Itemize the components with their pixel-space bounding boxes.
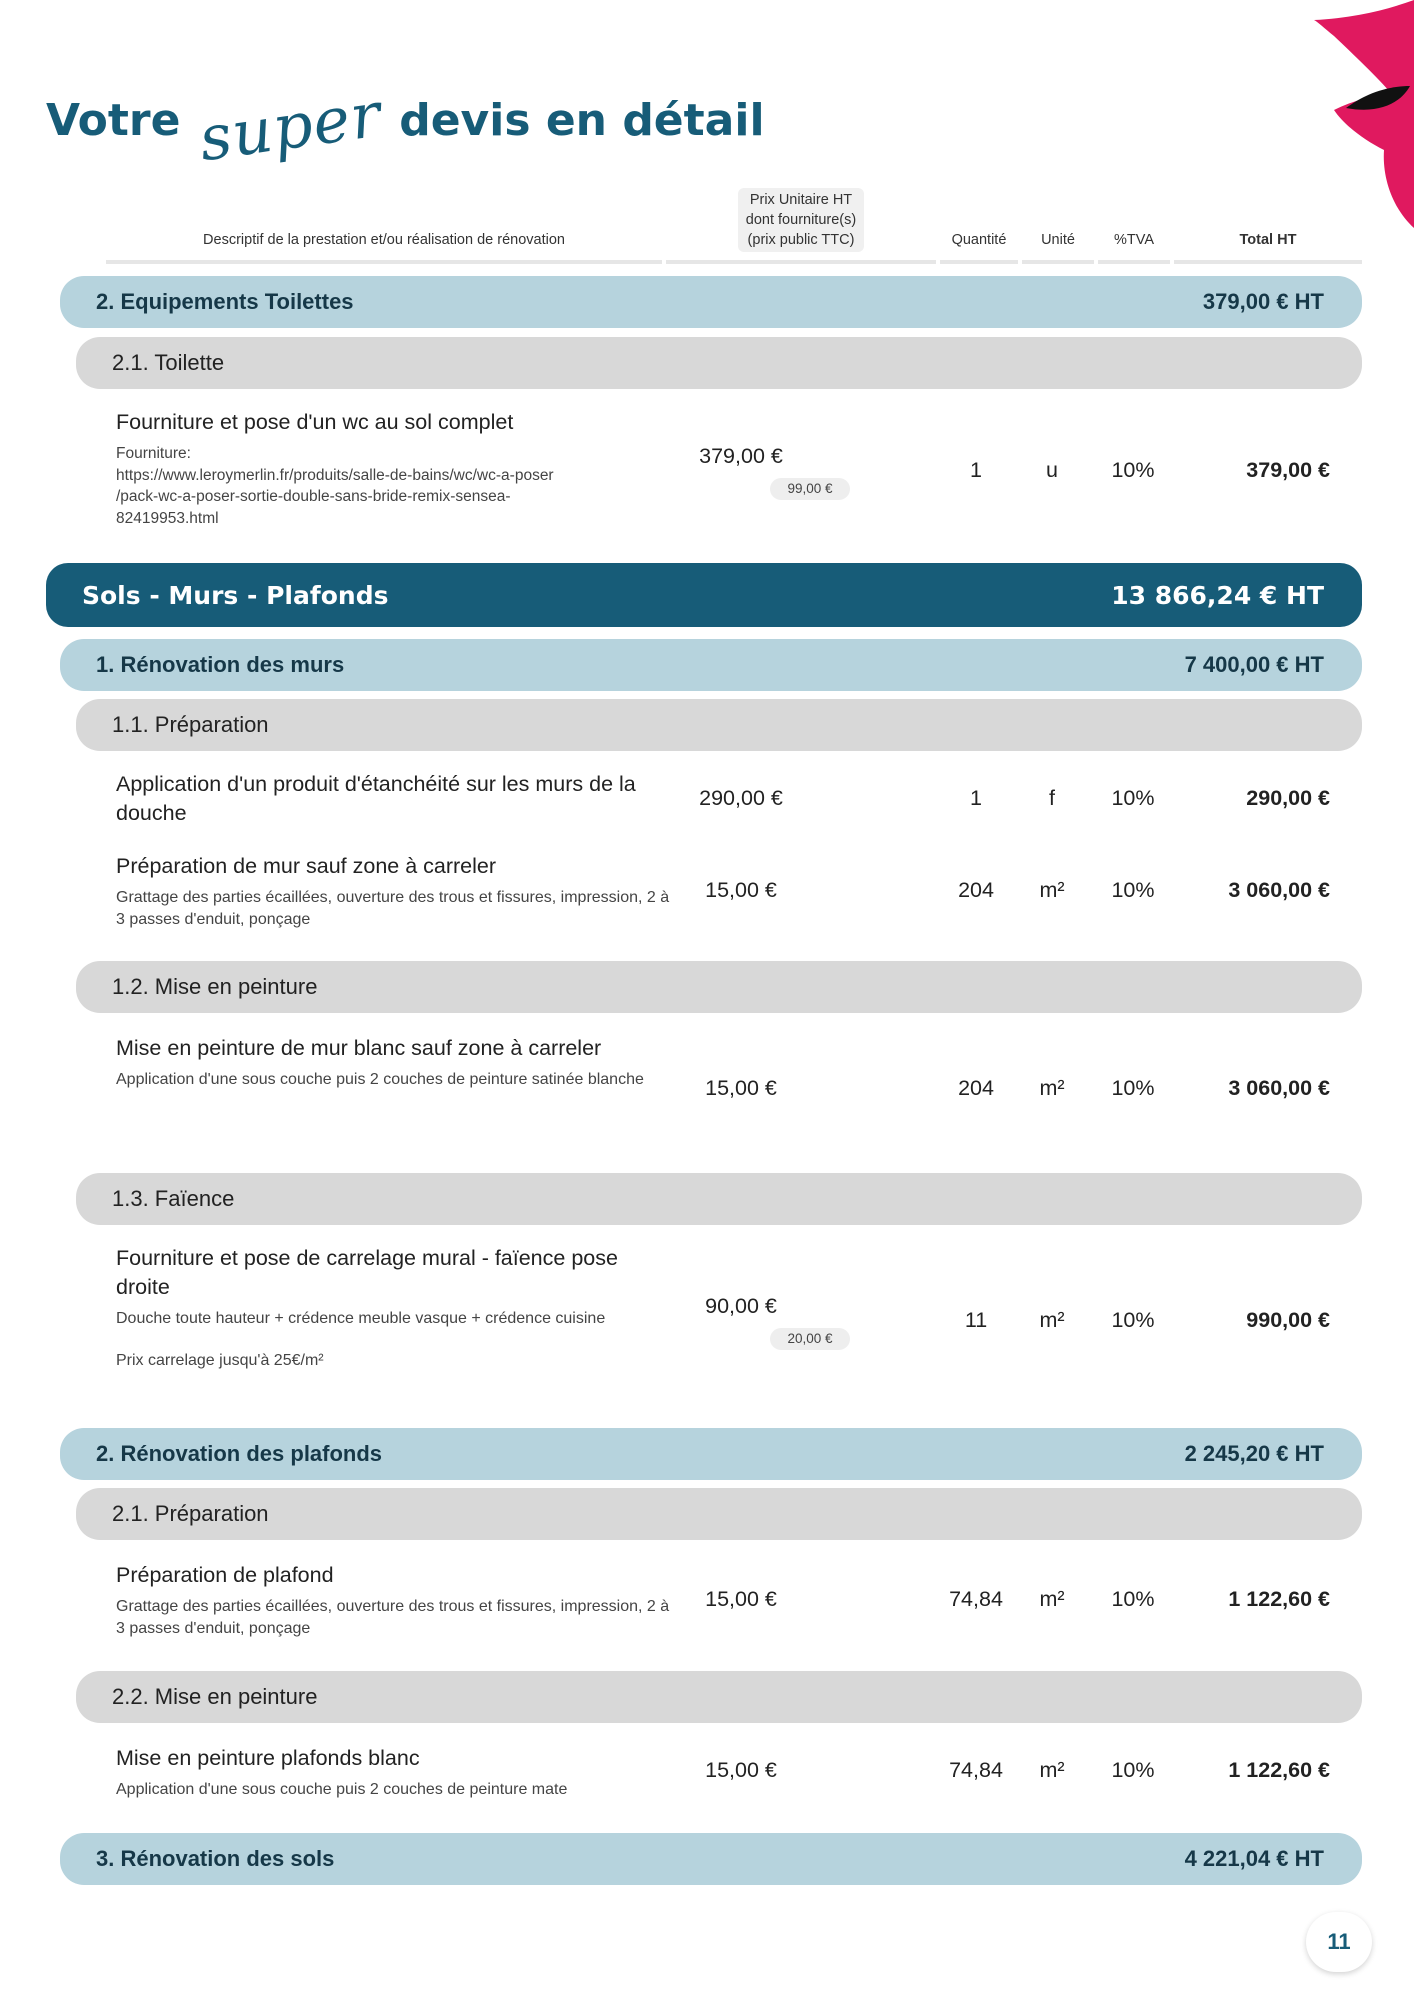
page-number (1306, 1912, 1372, 1972)
item-tva: 10% (1111, 786, 1155, 810)
subcategory-walls-tiles (76, 1173, 1362, 1225)
column-header (106, 180, 1362, 264)
item-title: Préparation de mur sauf zone à carreler (116, 854, 497, 878)
item-quantity: 1 (970, 786, 982, 810)
line-item (116, 1561, 1336, 1641)
item-unit: m² (1039, 878, 1065, 902)
line-item (116, 1244, 1336, 1404)
item-price: 290,00 € (699, 786, 783, 810)
line-item (116, 852, 1336, 932)
column-price (666, 180, 936, 264)
item-title: Préparation de plafond (116, 1563, 334, 1587)
subcategory-toilet (76, 337, 1362, 389)
item-price: 15,00 € (705, 1076, 777, 1100)
item-total: 1 122,60 € (1228, 1587, 1330, 1611)
item-description: Grattage des parties écaillées, ouverture des trous et fissures, impression, 2 à 3 passes d'enduit, ponçage (116, 889, 670, 928)
column-price-line2: dont fourniture(s) (745, 212, 857, 228)
item-supply-price: 20,00 € (770, 1328, 850, 1350)
item-quantity: 74,84 (949, 1758, 1003, 1782)
item-price: 90,00 € (705, 1294, 777, 1318)
title-part2: devis en détail (399, 94, 765, 146)
item-title: Fourniture et pose d'un wc au sol complet (116, 410, 514, 434)
item-title: Application d'un produit d'étanchéité sur les murs de la douche (116, 772, 636, 825)
item-note: Prix carrelage jusqu'à 25€/m² (116, 1352, 324, 1369)
line-item (116, 408, 1336, 538)
item-tva: 10% (1111, 1076, 1155, 1100)
section-label: Sols - Murs - Plafonds (82, 580, 389, 610)
item-description: Fourniture: https://www.leroymerlin.fr/produits/salle-de-bains/wc/wc-a-poser /pack-wc-a-poser-sortie-double-sans-bride-remix-sensea- 82419953.html (116, 445, 554, 527)
item-description: Grattage des parties écaillées, ouverture des trous et fissures, impression, 2 à 3 passes d'enduit, ponçage (116, 1598, 670, 1637)
item-total: 290,00 € (1246, 786, 1330, 810)
column-description: Descriptif de la prestation et/ou réalisation de rénovation (106, 180, 662, 264)
subcategory-label: 2.2. Mise en peinture (112, 1684, 318, 1709)
item-title: Fourniture et pose de carrelage mural - faïence pose droite (116, 1246, 618, 1299)
page-number-label: 11 (1327, 1929, 1351, 1954)
column-quantity: Quantité (940, 180, 1018, 264)
item-quantity: 1 (970, 458, 982, 482)
category-amount: 4 221,04 € HT (1184, 1846, 1324, 1871)
subcategory-label: 1.1. Préparation (112, 712, 269, 737)
category-walls (60, 639, 1362, 691)
subcategory-walls-preparation (76, 699, 1362, 751)
item-description: Douche toute hauteur + crédence meuble vasque + crédence cuisine (116, 1310, 606, 1327)
item-price: 15,00 € (705, 1758, 777, 1782)
category-label: 1. Rénovation des murs (96, 652, 345, 677)
item-unit: m² (1039, 1308, 1065, 1332)
item-quantity: 11 (964, 1308, 988, 1332)
item-unit: m² (1039, 1076, 1065, 1100)
category-amount: 7 400,00 € HT (1184, 652, 1324, 677)
subcategory-ceilings-preparation (76, 1488, 1362, 1540)
item-unit: m² (1039, 1758, 1065, 1782)
item-tva: 10% (1111, 1308, 1155, 1332)
subcategory-label: 2.1. Toilette (112, 350, 225, 375)
item-unit: m² (1039, 1587, 1065, 1611)
category-label: 2. Rénovation des plafonds (96, 1441, 383, 1466)
item-tva: 10% (1111, 878, 1155, 902)
section-floors-walls-ceilings (46, 563, 1362, 627)
item-quantity: 204 (958, 878, 994, 902)
subcategory-label: 2.1. Préparation (112, 1501, 269, 1526)
item-title: Mise en peinture plafonds blanc (116, 1746, 420, 1770)
category-amount: 2 245,20 € HT (1184, 1441, 1324, 1466)
category-ceilings (60, 1428, 1362, 1480)
category-amount: 379,00 € HT (1202, 289, 1324, 314)
item-tva: 10% (1111, 458, 1155, 482)
item-quantity: 204 (958, 1076, 994, 1100)
item-price: 379,00 € (699, 444, 783, 468)
item-tva: 10% (1111, 1587, 1155, 1611)
category-label: 3. Rénovation des sols (96, 1846, 335, 1871)
column-total: Total HT (1174, 180, 1362, 264)
item-total: 3 060,00 € (1228, 1076, 1330, 1100)
item-total: 3 060,00 € (1228, 878, 1330, 902)
column-unit: Unité (1022, 180, 1094, 264)
column-tva: %TVA (1098, 180, 1170, 264)
item-price: 15,00 € (705, 878, 777, 902)
title-part1: Votre (46, 94, 181, 146)
subcategory-walls-paint (76, 961, 1362, 1013)
item-unit: u (1046, 458, 1058, 482)
item-tva: 10% (1111, 1758, 1155, 1782)
subcategory-ceilings-paint (76, 1671, 1362, 1723)
title-script-word: super (195, 77, 387, 175)
item-supply-price: 99,00 € (770, 478, 850, 500)
item-price: 15,00 € (705, 1587, 777, 1611)
item-description: Application d'une sous couche puis 2 couches de peinture satinée blanche (116, 1071, 644, 1088)
column-price-line3: (prix public TTC) (747, 232, 855, 248)
category-toilets (60, 276, 1362, 328)
section-amount: 13 866,24 € HT (1111, 580, 1324, 610)
item-description: Application d'une sous couche puis 2 couches de peinture mate (116, 1781, 568, 1798)
item-total: 1 122,60 € (1228, 1758, 1330, 1782)
item-total: 990,00 € (1246, 1308, 1330, 1332)
category-floors (60, 1833, 1362, 1885)
subcategory-label: 1.3. Faïence (112, 1186, 235, 1211)
line-item (116, 1034, 1336, 1144)
item-unit: f (1049, 786, 1055, 810)
column-price-line1: Prix Unitaire HT (749, 192, 853, 208)
subcategory-label: 1.2. Mise en peinture (112, 974, 318, 999)
item-title: Mise en peinture de mur blanc sauf zone à carreler (116, 1036, 602, 1060)
item-total: 379,00 € (1246, 458, 1330, 482)
line-item (116, 1744, 1336, 1804)
category-label: 2. Equipements Toilettes (96, 289, 354, 314)
page-title (46, 60, 765, 180)
line-item (116, 770, 1336, 832)
item-quantity: 74,84 (949, 1587, 1003, 1611)
